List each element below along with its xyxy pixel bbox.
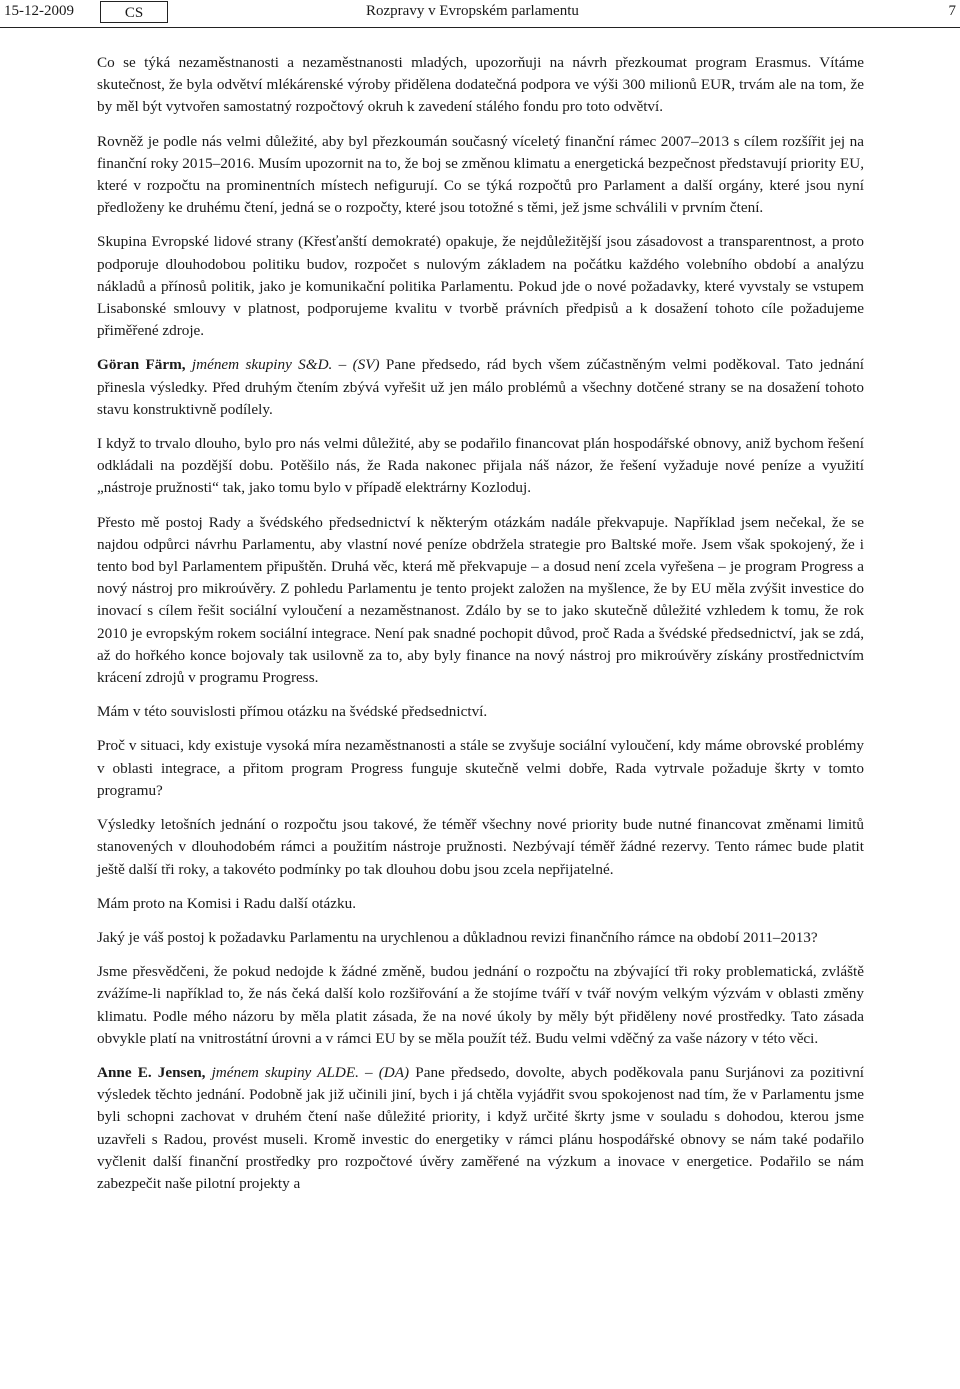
document-body bbox=[97, 52, 864, 1207]
speaker-name: Anne E. Jensen, bbox=[97, 1063, 206, 1081]
speaker-group: jménem skupiny ALDE. bbox=[211, 1063, 359, 1081]
speech-paragraph: Anne E. Jensen, jménem skupiny ALDE. – (DA) Pane předsedo, dovolte, abych poděkovala panu Surjánovi za pozitivní výsledek těchto jednání. Podobně jak již učinili jiní, bych i já chtěla vyjádřit svou spokojenost nad tím, že v Parlamentu jsme byli schopni zachovat v druhém čtení naše důležité priority, i když určité škrty jsme v souladu s dohodou, kterou jsme uzavřeli s Radou, provést museli. Kromě investic do energetiky v rámci plánu hospodářské obnovy se nám také podařilo vyčlenit další finanční prostředky pro rozpočtové úvěry zaměřené na výzkum a inovace v energetice. Podařilo se nám zabezpečit naše pilotní projekty a bbox=[97, 1063, 865, 1192]
paragraph: Mám proto na Komisi i Radu další otázku. bbox=[97, 894, 356, 912]
paragraph: Mám v této souvislosti přímou otázku na švédské předsednictví. bbox=[97, 703, 488, 721]
paragraph: Skupina Evropské lidové strany (Křesťanští demokraté) opakuje, že nejdůležitější jsou zásadovost a transparentnost, a proto podporuje dlouhodobou politiku budov, rozpočet s nulovým základem na počátku každého volebního období a analýzu nákladů a přínosů politik, jako je komunikační politika Parlamentu. Pokud jde o nové požadavky, které vyvstaly se vstupem Lisabonské smlouvy v platnost, podporujeme kvalitu v tvorbě právních předpisů a k dosažení tohoto cíle požadujeme přiměřené zdroje. bbox=[97, 233, 864, 340]
paragraph: Co se týká nezaměstnanosti a nezaměstnanosti mladých, upozorňuji na návrh přezkoumat program Erasmus. Vítáme skutečnost, že byla odvětví mlékárenské výroby přidělena dodatečná podpora ve výši 300 milionů EUR, trvám ale na tom, že by měl být vytvořen samostatný rozpočtový okruh k zavedení stálého fondu pro toto odvětví. bbox=[97, 54, 864, 116]
speaker-group: jménem skupiny S&D. bbox=[191, 356, 333, 374]
paragraph: Výsledky letošních jednání o rozpočtu jsou takové, že téměř všechny nové priority bude nutné financovat změnami limitů stanovených v dlouhodobém rámci a použitím nástroje pružnosti. Nezbývají téměř žádné rezervy. Tento rámec bude platit ještě další tři roky, a takovéto podmínky po tak dlouhou dobu jsou zcela nepřijatelné. bbox=[97, 816, 864, 878]
header-rule bbox=[0, 27, 960, 28]
speech-paragraph: Göran Färm, jménem skupiny S&D. – (SV) Pane předsedo, rád bych všem zúčastněným velmi poděkoval. Tato jednání přinesla výsledky. Před druhým čtením zbývá vyřešit už jen málo problémů a všechny dotčené strany se na dosažení tohoto stavu konstruktivně podílely. bbox=[97, 356, 865, 418]
header-page-number: 7 bbox=[948, 3, 956, 19]
header-title: Rozpravy v Evropském parlamentu bbox=[366, 3, 579, 19]
speech-text: Pane předsedo, rád bych všem zúčastněným velmi poděkoval. Tato jednání přinesla výsledky. Před druhým čtením zbývá vyřešit už jen málo problémů a všechny dotčené strany se na dosažení tohoto stavu konstruktivně podílely. bbox=[97, 356, 865, 418]
header-language-box: CS bbox=[100, 1, 168, 23]
paragraph: Rovněž je podle nás velmi důležité, aby byl přezkoumán současný víceletý finanční rámec 2007–2013 s cílem rozšířit jej na finanční roky 2015–2016. Musím upozornit na to, že boj se změnou klimatu a energetická bezpečnost představují priority EU, které v rozpočtu na prominentních místech nefigurují. Co se týká rozpočtů pro Parlament a další orgány, které jsou nyní předloženy ke druhému čtení, jedná se o rozpočty, které jsou totožné s těmi, jež jsme schválili v prvním čtení. bbox=[97, 132, 864, 217]
speaker-name: Göran Färm, bbox=[97, 356, 186, 374]
speaker-language: (DA) bbox=[378, 1063, 410, 1081]
page-header bbox=[0, 0, 960, 28]
paragraph: Proč v situaci, kdy existuje vysoká míra nezaměstnanosti a stále se zvyšuje sociální vyloučení, kdy máme obrovské problémy v oblasti integrace, a přitom program Progress funguje skutečně velmi dobře, Rada vytrvale požaduje škrty v tomto programu? bbox=[97, 737, 864, 799]
paragraph: Jsme přesvědčeni, že pokud nedojde k žádné změně, budou jednání o rozpočtu na zbývající tři roky problematická, zvláště zvážíme-li například to, že nás čeká další kolo rozšiřování a že stojíme tváří v tvář novým velkým výzvám v oblasti změny klimatu. Podle mého názoru by měla platit zásada, že na nové úkoly by měly být přiděleny nové prostředky. Tato zásada obvykle platí na vnitrostátní úrovni a v rámci EU by se měla použít též. Budu velmi vděčný za vaše názory v této věci. bbox=[97, 963, 864, 1047]
header-date: 15-12-2009 bbox=[4, 3, 74, 19]
paragraph: Jaký je váš postoj k požadavku Parlamentu na urychlenou a důkladnou revizi finančního rámce na období 2011–2013? bbox=[97, 928, 818, 946]
speech-text: Pane předsedo, dovolte, abych poděkovala panu Surjánovi za pozitivní výsledek těchto jednání. Podobně jak již učinili jiní, bych i já chtěla vyjádřit svou spokojenost nad tím, že v Parlamentu jsme byli schopni zachovat v druhém čtení naše důležité priority, i když určité škrty jsme v souladu s dohodou, kterou jsme uzavřeli s Radou, provést museli. Kromě investic do energetiky v rámci plánu hospodářské obnovy se nám také podařilo vyčlenit další finanční prostředky pro rozpočtové úvěry zaměřené na výzkum a inovace v energetice. Podařilo se nám zabezpečit naše pilotní projekty a bbox=[97, 1063, 865, 1192]
paragraph: Přesto mě postoj Rady a švédského předsednictví k některým otázkám nadále překvapuje. Například jsem nečekal, že se najdou odpůrci návrhu Parlamentu, aby vlastní nové peníze obdržela strategie pro Baltské moře. Jsem však spokojený, že i tento bod byl Parlamentem připuštěn. Druhá věc, která mě překvapuje – a dosud není zcela vyřešena – je program Progress a nový nástroj pro mikroúvěry. Z pohledu Parlamentu je tento projekt založen na myšlence, že by EU měla zvýšit investice do inovací s cílem řešit sociální vyloučení a nezaměstnanost. Zdálo by se to jako skutečně důležité vzhledem k tomu, že rok 2010 je evropským rokem sociální integrace. Není pak snadné pochopit důvod, proč Rada a švédské předsednictví, jak se zdá, až do hořkého konce bojovaly tak usilovně za to, aby byly finance na nový nástroj pro mikroúvěry získány prostřednictvím krácení zdrojů v programu Progress. bbox=[97, 513, 864, 687]
speaker-language: (SV) bbox=[352, 356, 380, 374]
paragraph: I když to trvalo dlouho, bylo pro nás velmi důležité, aby se podařilo financovat plán hospodářské obnovy, aniž bychom řešení odkládali na pozdější dobu. Potěšilo nás, že Rada nakonec přijala náš názor, že řešení vyžaduje nové peníze a využití „nástroje pružnosti“ tak, jako tomu bylo v případě elektrárny Kozloduj. bbox=[97, 435, 864, 497]
